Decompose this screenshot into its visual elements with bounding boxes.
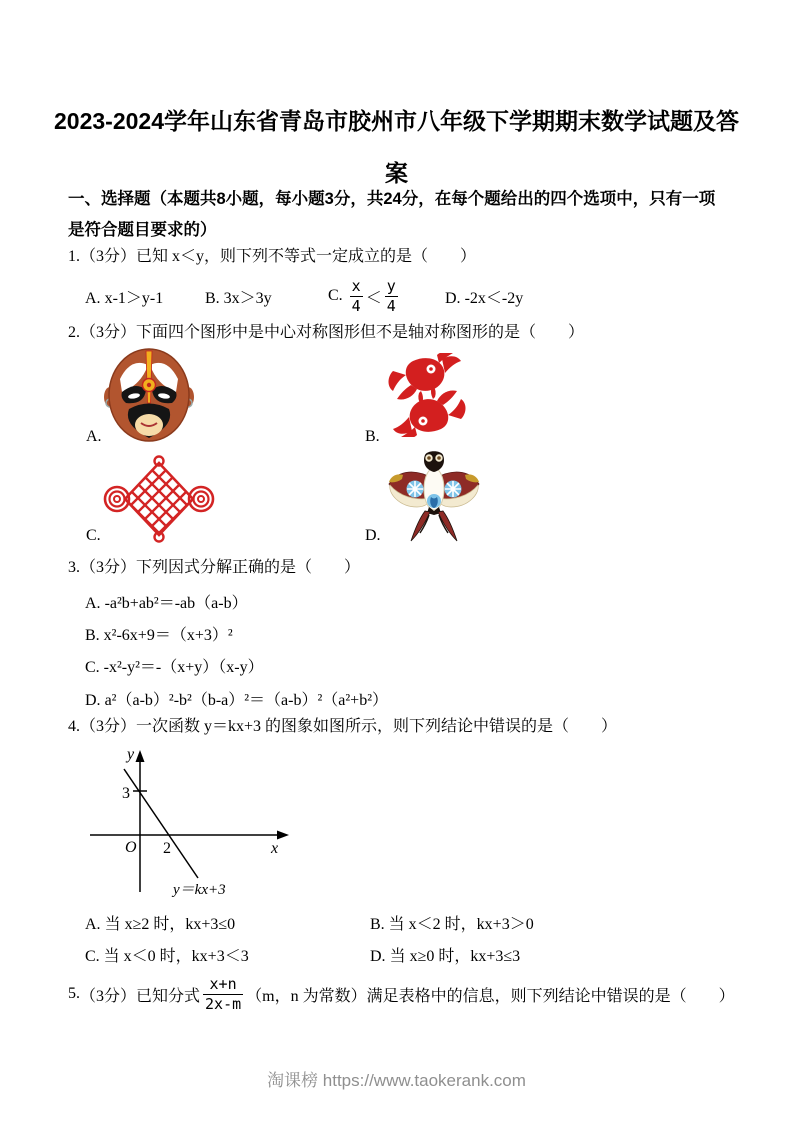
q3-option-c: C. -x²-y²＝-（x+y）（x-y） [85,659,264,676]
q2-option-c-label: C. [86,527,101,544]
chinese-knot-image [103,455,215,543]
q3-option-b: B. x²-6x+9＝（x+3）² [85,627,233,644]
q4-option-a: A. 当 x≥2 时，kx+3≤0 [85,916,236,933]
question-1-number: 1. [68,248,80,265]
graph-y-axis-label: y [127,746,135,763]
q2-option-a-label: A. [86,428,102,445]
question-4-number: 4. [68,718,80,735]
paper-cut-fish-image [387,353,467,437]
q4-option-c: C. 当 x＜0 时，kx+3＜3 [85,948,249,965]
question-3-text [68,556,748,579]
question-2-number: 2. [68,324,80,341]
question-1-options [85,272,523,320]
q1-option-d: D. -2x＜-2y [445,289,524,307]
swallow-kite-icon [385,449,483,544]
graph-x-intercept-label: 2 [163,840,171,857]
q1-option-a: A. x-1＞y-1 [85,289,164,307]
question-4-text [68,715,748,738]
graph-x-axis-label: x [271,840,279,857]
site-watermark: 淘课榜 https://www.taokerank.com [267,1071,526,1090]
q3-option-d: D. a²（a-b）²-b²（b-a）²＝（a-b）²（a²+b²） [85,692,388,709]
question-1-stem: （3分）已知 x＜y，则下列不等式一定成立的是（ ） [80,248,477,265]
graph-y-intercept-label: 3 [122,785,130,802]
question-5-stem-prefix: （3分）已知分式 [80,987,201,1005]
fraction-y-over-4: $\frac{y}{4}$ [386,276,396,315]
graph-line-label: y＝kx+3 [173,882,226,898]
question-1-text [68,245,748,268]
swallow-kite-image [385,449,483,544]
q1-option-c: C. $\frac{x}{4}$ ＜ $\frac{y}{4}$ [328,276,396,315]
opera-mask-image [103,345,195,442]
fraction-x-plus-n-over-2x-minus-m: $\frac{x+n}{2x-m}$ [205,975,242,1013]
question-2-stem: （3分）下面四个图形中是中心对称图形但不是轴对称图形的是（ ） [80,324,585,341]
q1-option-b: B. 3x＞3y [205,289,272,307]
line-graph-icon [75,746,330,900]
opera-mask-icon [103,345,195,442]
q4-option-d: D. 当 x≥0 时，kx+3≤3 [370,948,521,965]
question-3-number: 3. [68,559,80,576]
page-title: 2023-2024学年山东省青岛市胶州市八年级下学期期末数学试题及答案 [54,108,739,186]
fraction-x-over-4: $\frac{x}{4}$ [351,276,361,315]
q2-option-d-label: D. [365,527,381,544]
question-5-stem-suffix: （m，n 为常数）满足表格中的信息，则下列结论中错误的是（ ） [246,987,735,1005]
question-2-text [68,321,748,344]
q3-option-a: A. -a²b+ab²＝-ab（a-b） [85,595,248,612]
question-3-stem: （3分）下列因式分解正确的是（ ） [80,559,361,576]
question-5-number: 5. [68,985,80,1003]
graph-origin-label: O [125,839,137,856]
question-4-stem: （3分）一次函数 y＝kx+3 的图象如图所示，则下列结论中错误的是（ ） [80,718,618,735]
q4-option-b: B. 当 x＜2 时，kx+3＞0 [370,916,534,933]
section-heading: 一、选择题（本题共8小题，每小题3分，共24分，在每个题给出的四个选项中，只有一项是符合题目要求的） [68,190,716,239]
linear-function-graph [75,746,330,900]
chinese-knot-icon [103,455,215,543]
question-5-text [68,975,735,1014]
q2-option-b-label: B. [365,428,380,445]
paper-cut-fish-icon [387,353,467,437]
